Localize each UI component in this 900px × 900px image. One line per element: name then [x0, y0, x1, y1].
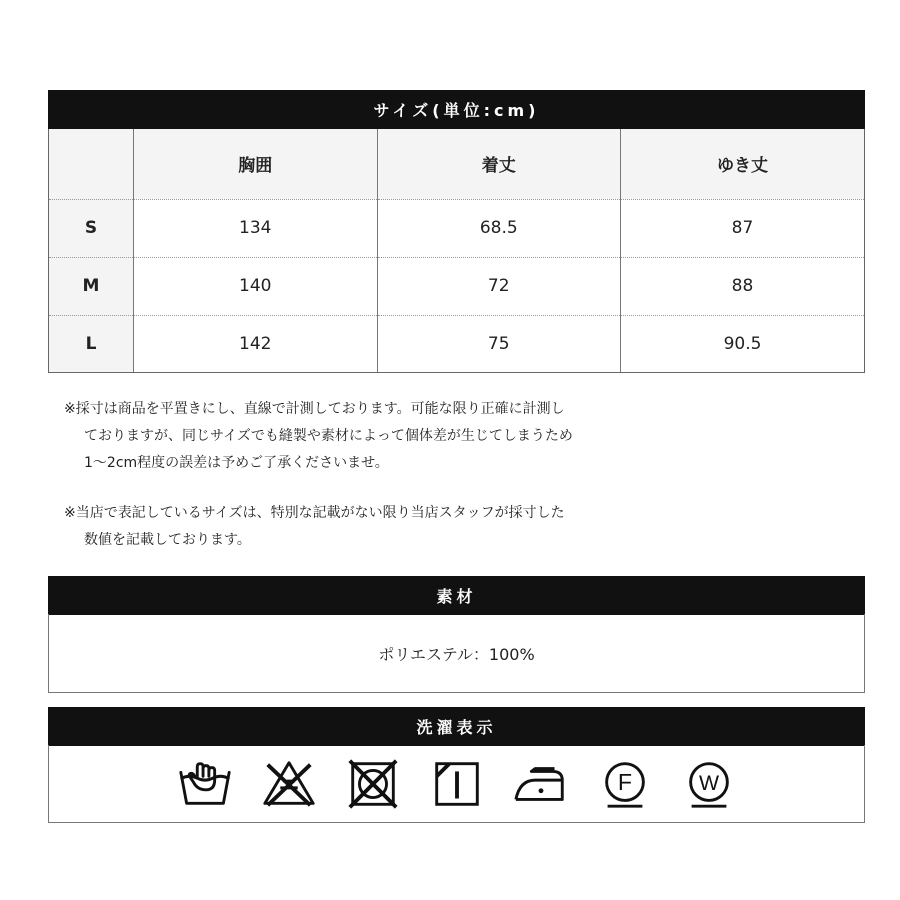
- table-row: [49, 199, 864, 257]
- wet-clean-letter: W: [698, 770, 719, 795]
- size-label: L: [49, 315, 134, 372]
- note-line: 1〜2cm程度の誤差は予めご了承くださいませ。: [84, 455, 389, 471]
- table-row: [49, 257, 864, 315]
- table-cell: 72: [377, 257, 621, 315]
- column-header-chest: 胸囲: [134, 129, 378, 199]
- material-box: [48, 614, 865, 693]
- table-cell: 90.5: [621, 315, 865, 372]
- wet-clean-w-icon: [680, 755, 738, 813]
- dry-clean-f-icon: [596, 755, 654, 813]
- size-table: [48, 129, 865, 373]
- size-note: [64, 500, 565, 554]
- size-label: M: [49, 257, 134, 315]
- hand-wash-icon: [176, 755, 234, 813]
- note-line: ておりますが、同じサイズでも縫製や素材によって個体差が生じてしまうため: [84, 428, 573, 444]
- care-icons-row: [48, 745, 865, 823]
- material-text: ポリエステル：100%: [378, 644, 535, 664]
- column-header-sleeve: ゆき丈: [621, 129, 865, 199]
- table-cell: 142: [134, 315, 378, 372]
- dry-clean-letter: F: [617, 768, 632, 795]
- care-section-title: 洗濯表示: [48, 707, 865, 746]
- material-section-title: 素材: [48, 576, 865, 615]
- measurement-note: [64, 396, 573, 477]
- size-label: S: [49, 199, 134, 257]
- no-bleach-icon: [260, 755, 318, 813]
- table-cell: 134: [134, 199, 378, 257]
- no-tumble-dry-icon: [344, 755, 402, 813]
- corner-cell: [49, 129, 134, 199]
- low-iron-icon: [512, 755, 570, 813]
- column-header-length: 着丈: [377, 129, 621, 199]
- table-cell: 75: [377, 315, 621, 372]
- note-line: ※当店で表記しているサイズは、特別な記載がない限り当店スタッフが採寸した: [64, 505, 565, 521]
- table-cell: 87: [621, 199, 865, 257]
- table-cell: 68.5: [377, 199, 621, 257]
- size-section-title: サイズ(単位:cm): [48, 90, 865, 129]
- table-cell: 140: [134, 257, 378, 315]
- line-dry-shade-icon: [428, 755, 486, 813]
- note-line: 数値を記載しております。: [84, 532, 251, 548]
- table-cell: 88: [621, 257, 865, 315]
- note-line: ※採寸は商品を平置きにし、直線で計測しております。可能な限り正確に計測し: [64, 401, 565, 417]
- table-row: [49, 315, 864, 372]
- size-table-header-row: [49, 129, 864, 199]
